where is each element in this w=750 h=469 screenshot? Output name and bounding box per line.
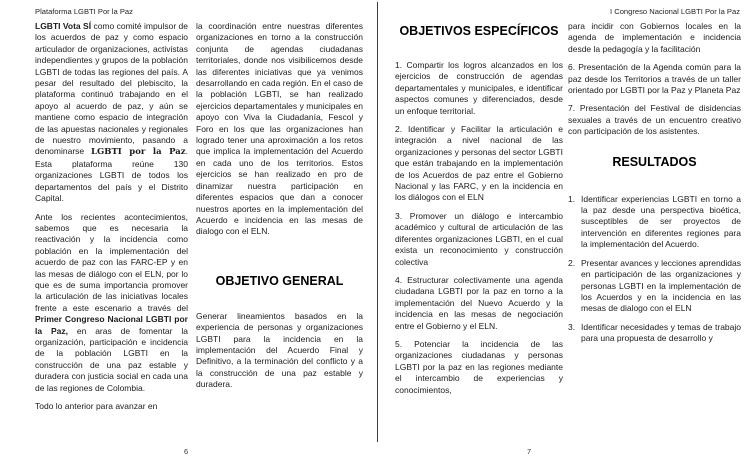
numbered-item: 6. Presentación de la Agenda común para la paz desde los Territorios a través de un taller orientado por LGBTI por la Paz y Planeta Paz [568, 62, 741, 96]
paragraph [35, 21, 188, 205]
paragraph-text: en aras de fomentar la organización, participación e incidencia de la población LGBTI en la construcción de una paz estable y duradera con justicia social en cada una de las regiones de Colombia. [35, 325, 188, 393]
result-number: 3. [568, 321, 576, 332]
result-text: Identificar experiencias LGBTI en torno a la paz desde una perspectiva bioética, susceptibles de ser proyectos de intervención en diferentes regiones para la implementación del Acuerdo. [581, 193, 741, 250]
right-page-column-2 [568, 21, 741, 352]
page-divider [377, 2, 378, 442]
numbered-item: 4. Estructurar colectivamente una agenda ciudadana LGBTI por la paz en torno a la implementación del Nuevo Acuerdo y la incidencia en las mesas de negociación entre el Gobierno y el ELN. [395, 274, 563, 331]
bold-lead-text: LGBTI Vota SÍ [35, 21, 92, 31]
numbered-item: 3. Promover un diálogo e intercambio académico y cultural de articulación de las diferentes organizaciones LGBTI, en el cual exista un reconocimiento y construcción colectiva [395, 210, 563, 267]
paragraph-text: Ante los recientes acontecimientos, sabemos que es necesaria la reactivación y la incidencia como población en la implementación del acuerdo de paz con las FARC-EP y en las mesas de diálogo con el ELN, por lo que es de suma importancia promover la articulación de las iniciativas locales frente a este escenario a través del [35, 211, 188, 313]
result-item [568, 258, 741, 315]
paragraph: la coordinación entre nuestras diferentes organizaciones en torno a la construcción conjunta de agendas ciudadanas territoriales, donde nos visibilicemos desde las diferentes iniciativas que ya venimos desarrollando en cada región. En el caso de la población LGBTI, se han realizado ejercicios departamentales y municipales en apoyo con Viva la Ciudadanía, Fescol y Foro en los que las organizaciones han logrado tener una aproximación a los retos que implica la implementación del Acuerdo en cada uno de los territorios. Estos ejercicios se han realizado en pro de dinamizar nuestra participación en diferentes espacios que dan a conocer nuestros aportes en la implementación del Acuerdo e incidencia en las mesas de dialogo con el ELN. [196, 21, 363, 237]
left-page-running-header: Plataforma LGBTI Por la Paz [35, 7, 133, 16]
paragraph-text: . Esta plataforma reúne 130 organizaciones LGBTI de todos los departamentos del país y el Distrito Capital. [35, 146, 188, 204]
result-text: Identificar necesidades y temas de trabajo para una propuesta de desarrollo y [581, 321, 741, 344]
page-number: 6 [184, 447, 189, 456]
objetivos-especificos-heading: OBJETIVOS ESPECÍFICOS [399, 24, 559, 38]
result-number: 1. [568, 193, 576, 204]
result-item [568, 322, 741, 345]
result-text: Presentar avances y lecciones aprendidas en participación de las organizaciones y personas LGBTI en la implementación de los Acuerdos y en la incidencia en las mesas de dialogo con el ELN [581, 257, 741, 314]
result-item [568, 194, 741, 251]
numbered-item: 5. Potenciar la incidencia de las organizaciones ciudadanas y personas LGBTI por la paz en las regiones mediante el intercambio de experiencias y conocimientos, [395, 338, 563, 395]
numbered-item: 2. Identificar y Facilitar la articulación e integración a nivel nacional de las organizaciones y personas del sector LGBTI que están trabajando en la implementación de los Acuerdos de paz entre el Gobierno Nacional y las FARC, y en la incidencia en los diálogos con el ELN [395, 124, 563, 203]
resultados-heading: RESULTADOS [612, 154, 697, 169]
left-page-column-1 [35, 21, 188, 419]
numbered-item: 7. Presentación del Festival de disidencias sexuales a través de un encuentro creativo con participación de los asistentes. [568, 103, 741, 137]
left-page-column-2 [196, 21, 363, 398]
paragraph [35, 212, 188, 395]
congress-name-bold: Primer Congreso Nacional LGBTI por la Paz, [35, 314, 188, 336]
objetivo-general-heading: OBJETIVO GENERAL [215, 273, 344, 288]
paragraph-text: como comité impulsor de los acuerdos de paz y como espacio articulador de organizaciones, activistas independientes y grupos de la población LGBTI de todas las regiones del país. A pesar del resultado del plebiscito, la plataforma continuó trabajando en el apoyo al acuerdo de paz, y aún se mantiene como espacio de integración de las apuestas nacionales y regionales de nuestro movimiento, pasando a denominarse [35, 21, 188, 157]
right-page-running-header: I Congreso Nacional LGBTI Por la Paz [610, 7, 740, 16]
paragraph: Generar lineamientos basados en la experiencia de personas y organizaciones LGBTI para la incidencia en la implementación del Acuerdo Final y Definitivo, a la terminación del conflicto y a la construcción de una paz estable y duradera. [196, 310, 363, 390]
paragraph: Todo lo anterior para avanzar en [35, 401, 158, 411]
page-number: 7 [527, 447, 532, 456]
platform-name-bold: LGBTI por la Paz [91, 147, 186, 158]
right-page-column-1 [395, 24, 563, 403]
paragraph: para incidir con Gobiernos locales en la agenda de implementación e incidencia desde la pedagogía y la facilitación [568, 21, 741, 54]
numbered-item: 1. Compartir los logros alcanzados en los ejercicios de construcción de agendas departamentales y municipales, e identificar aspectos comunes y diferenciados, desde un enfoque territorial. [395, 60, 563, 116]
result-number: 2. [568, 257, 576, 268]
